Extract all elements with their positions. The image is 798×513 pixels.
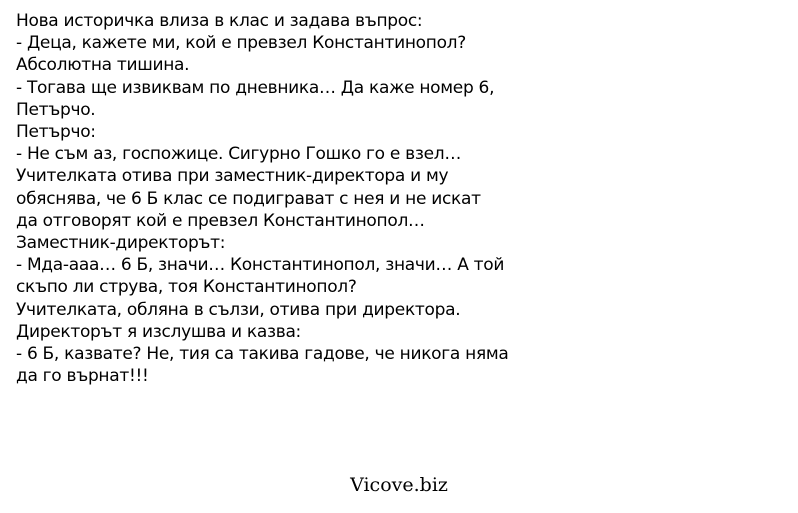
joke-line: Директорът я изслушва и казва: bbox=[16, 321, 301, 342]
joke-line: Петърчо. bbox=[16, 99, 96, 120]
joke-line: Учителката отива при заместник-директора и му bbox=[16, 166, 449, 187]
joke-line: Заместник-директорът: bbox=[16, 233, 226, 254]
joke-line: да отговорят кой е превзел Константинопол… bbox=[16, 210, 425, 231]
joke-line: - Не съм аз, госпожице. Сигурно Гошко го е взел… bbox=[16, 144, 462, 165]
joke-line: Петърчо: bbox=[16, 122, 96, 143]
joke-line: Нова историчка влиза в клас и задава въпрос: bbox=[16, 11, 423, 31]
joke-line: Абсолютна тишина. bbox=[16, 55, 190, 76]
joke-line: Учителката, обляна в сълзи, отива при директора. bbox=[16, 299, 461, 320]
joke-line: - Деца, кажете ми, кой е превзел Константинопол? bbox=[16, 33, 466, 54]
joke-line: да го върнат!!! bbox=[16, 366, 149, 387]
site-watermark: Vicove.biz bbox=[350, 474, 448, 496]
joke-line: - Мда-ааа… 6 Б, значи… Константинопол, значи… А той bbox=[16, 255, 505, 276]
joke-text bbox=[16, 10, 786, 387]
joke-line: скъпо ли струва, тоя Константинопол? bbox=[16, 277, 357, 298]
joke-line: обяснява, че 6 Б клас се подиграват с нея и не искат bbox=[16, 188, 481, 209]
joke-line: - 6 Б, казвате? Не, тия са такива гадове, че никога няма bbox=[16, 344, 509, 365]
joke-line: - Тогава ще извиквам по дневника… Да каже номер 6, bbox=[16, 77, 495, 98]
